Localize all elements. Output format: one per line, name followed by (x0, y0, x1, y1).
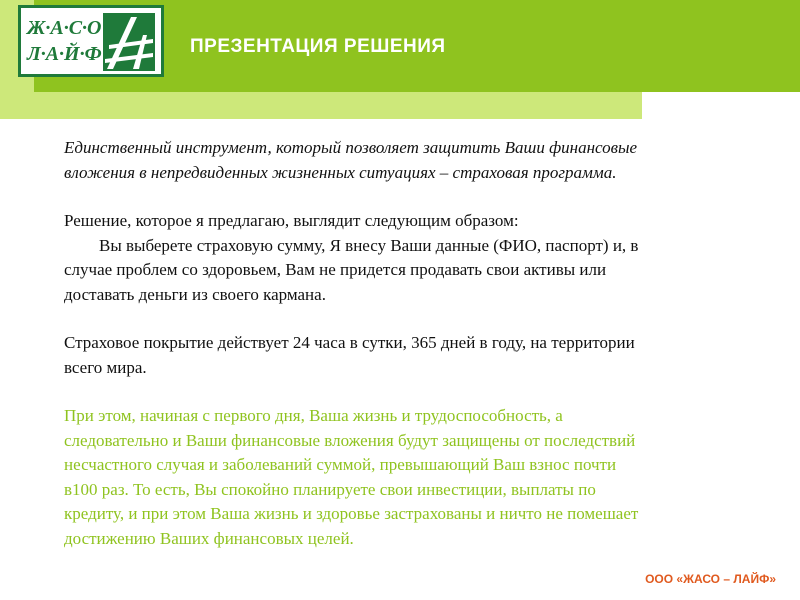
coverage-line: всего мира. (64, 357, 147, 377)
solution-heading: Решение, которое я предлагаю, выглядит следующим образом: (64, 211, 519, 230)
highlight-line: следовательно и Ваши финансовые вложения будут защищены от последствий (64, 430, 636, 450)
logo-text-bottom: Л·А·Й·Ф (27, 43, 102, 65)
page-title: ПРЕЗЕНТАЦИЯ РЕШЕНИЯ (190, 36, 446, 57)
paragraph-gap (64, 307, 754, 331)
solution-line: Вы выберете страховую сумму, Я внесу Ваши данные (ФИО, паспорт) и, в (99, 235, 639, 255)
logo-text-top: Ж·А·С·О (27, 17, 102, 39)
solution-line: случае проблем со здоровьем, Вам не придется продавать свои активы или (64, 260, 607, 279)
intro-line: Единственный инструмент, который позволяет защитить Ваши финансовые (64, 138, 638, 157)
paragraph-gap (64, 380, 754, 404)
slide-content (64, 136, 754, 551)
paragraph-gap (64, 185, 754, 209)
highlight-line: кредиту, и при этом Ваша жизнь и здоровье застрахованы и ничто не помешает (64, 504, 639, 523)
company-footer: ООО «ЖАСО – ЛАЙФ» (645, 572, 776, 586)
highlight-line: При этом, начиная с первого дня, Ваша жизнь и трудоспособность, а (64, 406, 563, 425)
highlight-line: в100 раз. То есть, Вы спокойно планируете свои инвестиции, выплаты по (64, 479, 596, 499)
intro-line: вложения в непредвиденных жизненных ситуациях – страховая программа. (64, 162, 617, 182)
highlight-line: достижению Ваших финансовых целей. (64, 528, 354, 548)
logo-mark-icon (103, 13, 155, 71)
coverage-line: Страховое покрытие действует 24 часа в сутки, 365 дней в году, на территории (64, 333, 635, 352)
company-logo (18, 5, 164, 77)
solution-line: доставать деньги из своего кармана. (64, 284, 326, 304)
highlight-line: несчастного случая и заболеваний суммой, превышающий Ваш взнос почти (64, 455, 617, 474)
